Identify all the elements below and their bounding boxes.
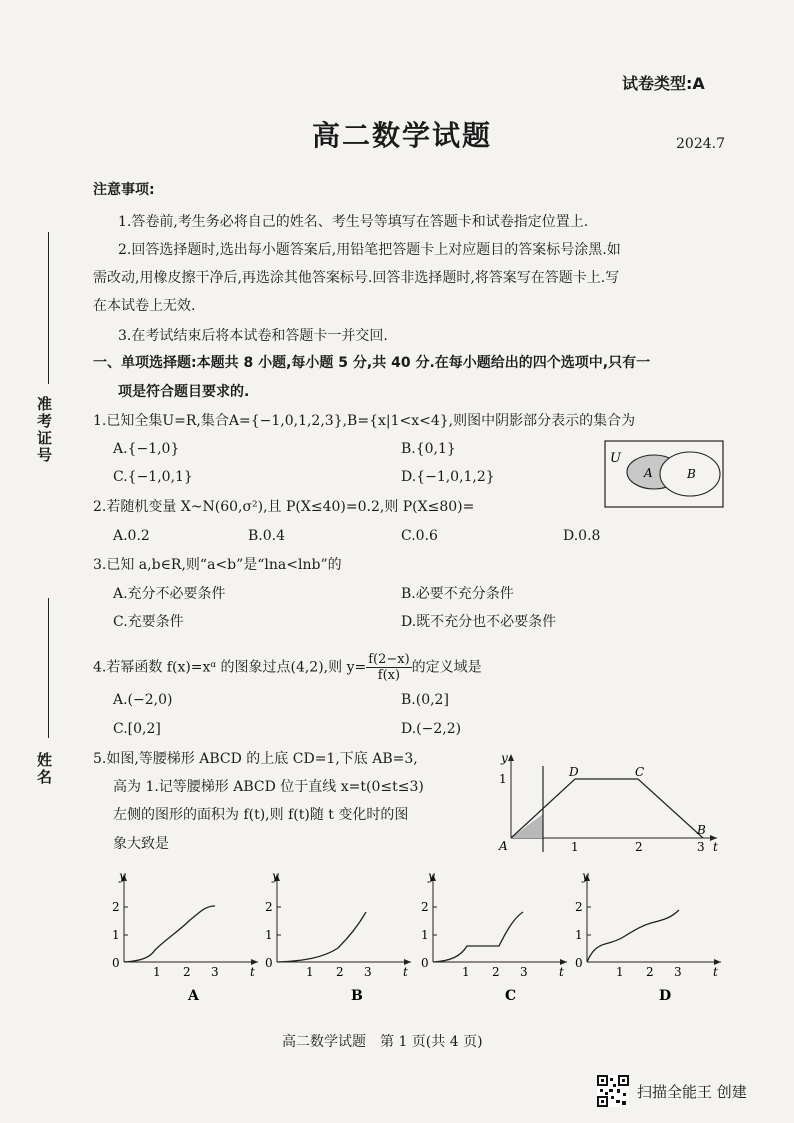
graph-a-label: A (188, 988, 199, 1004)
svg-text:2: 2 (265, 900, 273, 914)
name-label: 姓名 (35, 752, 53, 786)
q3-option-b: B.必要不充分条件 (401, 586, 514, 602)
trap-tick: 3 (697, 840, 705, 854)
svg-text:2: 2 (112, 900, 120, 914)
venn-u-label: U (610, 451, 621, 466)
svg-text:2: 2 (492, 965, 500, 979)
svg-text:0: 0 (265, 956, 273, 970)
trap-d-label: D (569, 765, 579, 779)
question-4-stem (93, 652, 482, 683)
svg-text:1: 1 (575, 928, 583, 942)
q2-option-b: B.0.4 (248, 528, 286, 544)
q3-option-d: D.既不充分也不必要条件 (401, 614, 557, 630)
svg-text:1: 1 (306, 965, 314, 979)
trapezoid-figure (495, 750, 725, 855)
svg-text:2: 2 (336, 965, 344, 979)
shaded-region (511, 814, 543, 838)
graph-d (573, 868, 723, 1008)
graph-b-curve (277, 912, 366, 962)
notice-item: 需改动,用橡皮擦干净后,再选涂其他答案标号.回答非选择题时,将答案写在答题卡上.写 (93, 270, 620, 286)
graph-b-label: B (351, 988, 363, 1004)
q4-stem-pre: 4.若幂函数 f(x)=xᵅ 的图象过点(4,2),则 y= (93, 659, 367, 676)
venn-diagram (604, 440, 724, 508)
graph-b (263, 868, 413, 1008)
exam-date: 2024.7 (676, 136, 725, 152)
q1-option-b: B.{0,1} (401, 441, 456, 457)
svg-text:0: 0 (421, 956, 429, 970)
section-heading: 一、单项选择题:本题共 8 小题,每小题 5 分,共 40 分.在每小题给出的四个选项中,只有一 (93, 355, 651, 371)
trap-one-label: 1 (499, 772, 507, 786)
svg-text:3: 3 (211, 965, 219, 979)
page-footer: 高二数学试题 第 1 页(共 4 页) (282, 1034, 483, 1050)
q4-option-d: D.(−2,2) (401, 721, 462, 737)
trap-c-label: C (635, 765, 645, 779)
q4-option-c: C.[0,2] (113, 721, 161, 737)
graph-d-curve (587, 910, 679, 962)
svg-text:3: 3 (364, 965, 372, 979)
scanner-watermark: 扫描全能王 创建 (637, 1083, 747, 1101)
q4-stem-post: 的定义域是 (411, 659, 482, 676)
trap-b-label: B (697, 823, 706, 837)
q3-option-a: A.充分不必要条件 (113, 586, 226, 602)
q4-fraction (366, 652, 411, 683)
section-heading-cont: 项是符合题目要求的. (118, 384, 250, 400)
question-1-stem: 1.已知全集U=R,集合A={−1,0,1,2,3},B={x|1<x<4},则图中阴影部分表示的集合为 (93, 413, 636, 429)
svg-text:3: 3 (674, 965, 682, 979)
graph-a-curve (124, 906, 215, 962)
svg-text:y: y (272, 869, 279, 883)
notice-item: 2.回答选择题时,选出每小题答案后,用铅笔把答题卡上对应题目的答案标号涂黑.如 (118, 242, 621, 258)
q4-option-a: A.(−2,0) (113, 692, 173, 708)
q2-option-a: A.0.2 (113, 528, 150, 544)
venn-a-label: A (644, 466, 653, 480)
question-5-stem-line: 左侧的图形的面积为 f(t),则 f(t)随 t 变化时的图 (113, 807, 409, 823)
trap-tick: 2 (635, 840, 643, 854)
svg-text:2: 2 (646, 965, 654, 979)
svg-text:y: y (582, 869, 589, 883)
q1-option-d: D.{−1,0,1,2} (401, 469, 495, 485)
paper-type: 试卷类型:A (622, 74, 705, 93)
svg-text:t: t (250, 965, 255, 979)
qr-code-icon (597, 1075, 629, 1107)
question-5-stem: 5.如图,等腰梯形 ABCD 的上底 CD=1,下底 AB=3, (93, 751, 418, 767)
page-title: 高二数学试题 (312, 119, 493, 152)
svg-text:1: 1 (616, 965, 624, 979)
notice-heading: 注意事项: (93, 182, 155, 198)
svg-text:1: 1 (421, 928, 429, 942)
svg-text:t: t (559, 965, 564, 979)
question-2-stem: 2.若随机变量 X~N(60,σ²),且 P(X≤40)=0.2,则 P(X≤80)= (93, 499, 475, 515)
notice-item: 在本试卷上无效. (93, 298, 196, 314)
trap-t-label: t (713, 840, 718, 854)
svg-text:y: y (119, 869, 126, 883)
graph-c (419, 868, 569, 1008)
svg-text:2: 2 (421, 900, 429, 914)
exam-id-label: 准考证号 (35, 396, 53, 464)
svg-text:1: 1 (265, 928, 273, 942)
q1-option-a: A.{−1,0} (113, 441, 180, 457)
notice-item: 3.在考试结束后将本试卷和答题卡一并交回. (118, 328, 388, 344)
trap-y-label: y (501, 751, 508, 765)
svg-text:1: 1 (153, 965, 161, 979)
svg-text:2: 2 (575, 900, 583, 914)
question-5-stem-line: 象大致是 (113, 836, 169, 852)
venn-b-label: B (687, 467, 696, 481)
graph-a (110, 868, 260, 1008)
graph-c-curve (433, 912, 523, 962)
q4-fraction-numerator: f(2−x) (368, 652, 410, 667)
svg-text:1: 1 (112, 928, 120, 942)
q3-option-c: C.充要条件 (113, 614, 184, 630)
q2-option-d: D.0.8 (563, 528, 601, 544)
svg-text:t: t (713, 965, 718, 979)
q4-option-b: B.(0,2] (401, 692, 449, 708)
svg-text:t: t (403, 965, 408, 979)
name-line (48, 598, 49, 738)
graph-c-label: C (505, 988, 517, 1004)
graph-d-label: D (659, 988, 672, 1004)
question-5-stem-line: 高为 1.记等腰梯形 ABCD 位于直线 x=t(0≤t≤3) (113, 779, 424, 795)
svg-text:2: 2 (183, 965, 191, 979)
trap-tick: 1 (571, 840, 579, 854)
q2-option-c: C.0.6 (401, 528, 438, 544)
svg-text:0: 0 (112, 956, 120, 970)
q4-fraction-denominator: f(x) (377, 668, 401, 683)
svg-text:0: 0 (575, 956, 583, 970)
svg-text:3: 3 (520, 965, 528, 979)
exam-id-line (48, 232, 49, 384)
trap-a-label: A (499, 839, 508, 853)
svg-text:y: y (428, 869, 435, 883)
question-3-stem: 3.已知 a,b∈R,则“a<b”是“lna<lnb”的 (93, 557, 342, 573)
q1-option-c: C.{−1,0,1} (113, 469, 193, 485)
svg-text:1: 1 (462, 965, 470, 979)
notice-item: 1.答卷前,考生务必将自己的姓名、考生号等填写在答题卡和试卷指定位置上. (118, 214, 589, 230)
